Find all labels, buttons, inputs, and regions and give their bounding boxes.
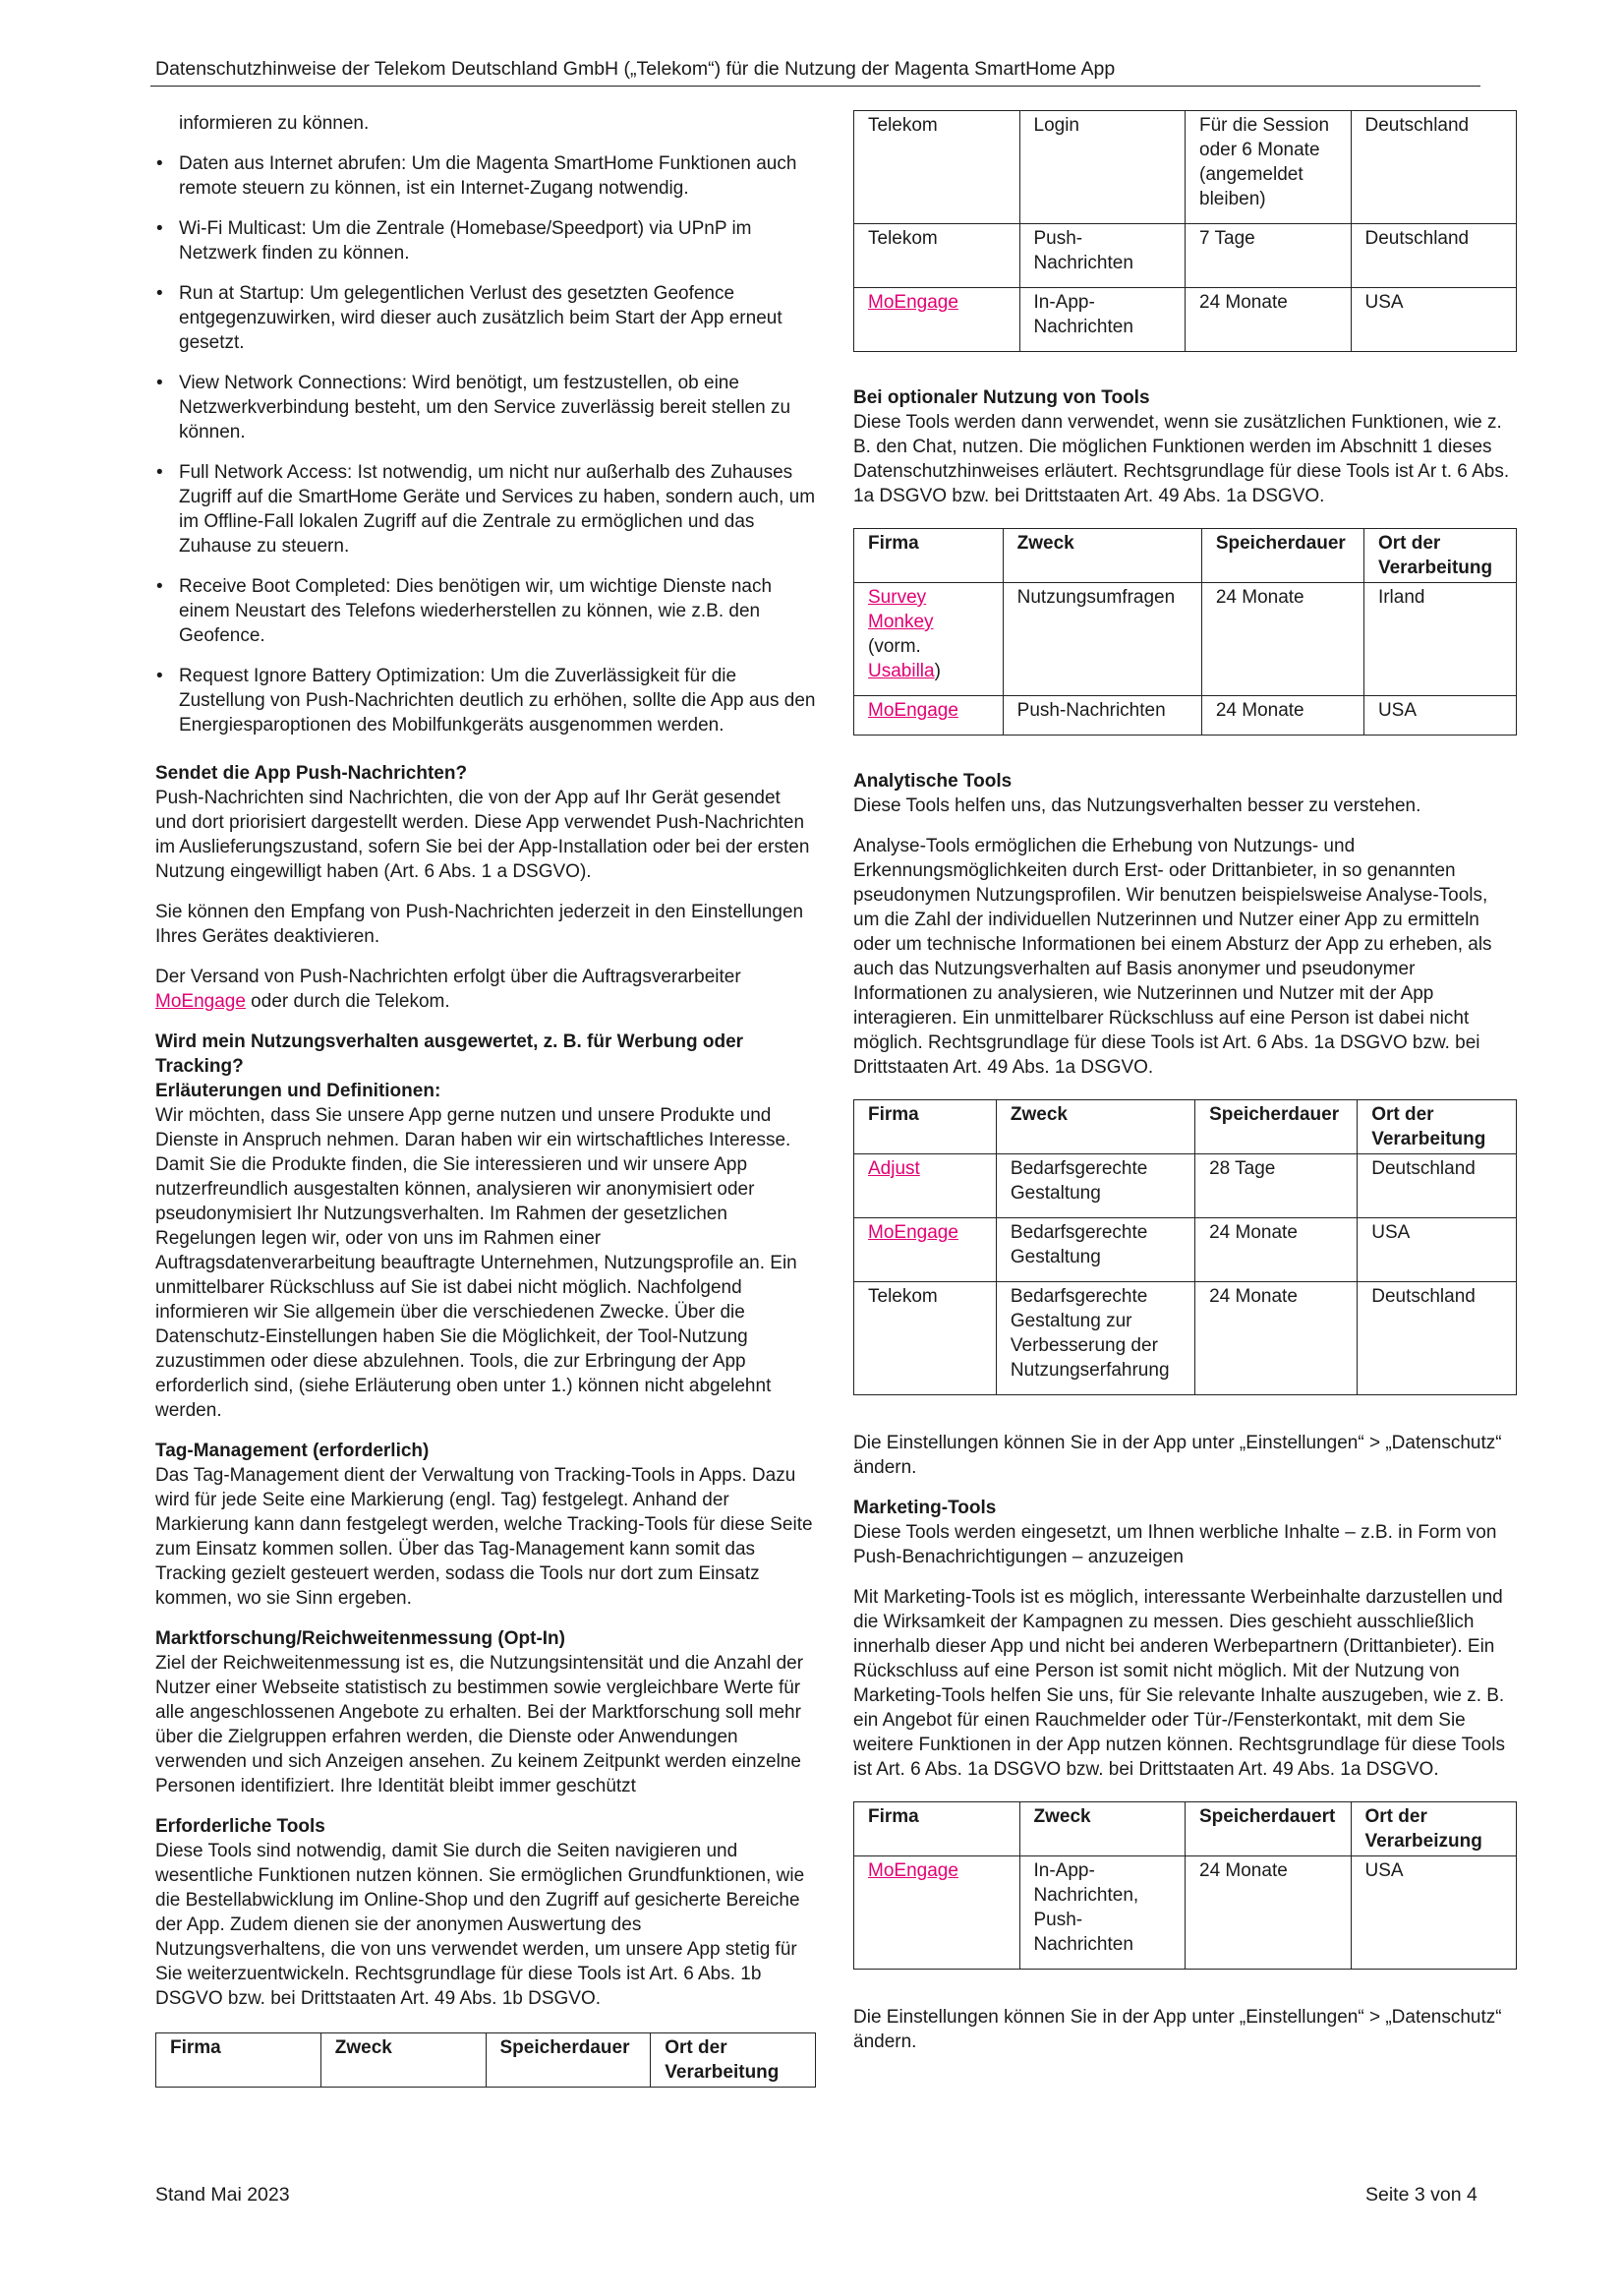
table-header-row [854, 1802, 1517, 1856]
list-item: • View Network Connections: Wird benötigt, um festzustellen, ob eine Netzwerkverbindung besteht, um den Service zuverlässig bereit stellen zu können. [156, 373, 791, 442]
section-subheading: Erläuterungen und Definitionen: [155, 1081, 441, 1101]
table-cell: Deutschland [1358, 1282, 1517, 1395]
paragraph: Analyse-Tools ermöglichen die Erhebung von Nutzungs- und Erkennungsmöglichkeiten durch Erst- oder Drittanbieter, in so genannten pseudonymen Nutzungsprofilen. Wir benutzen beispielsweise Analyse-Tools, um die Zahl der individuellen Nutzerinnen und Nutzer einer App zu ermitteln oder um technische Informationen bei einem Absturz der App zu erheben, als auch das Nutzungsverhalten auf Basis anonymer und pseudonymer Informationen zu analysieren, wie Nutzerinnen und Nutzer mit der App interagieren. Ein unmittelbarer Rückschluss auf eine Person ist dabei nicht möglich. Rechtsgrundlage für diese Tools ist Art. 6 Abs. 1a DSGVO bzw. bei Drittstaaten Art. 49 Abs. 1a DSGVO. [853, 836, 1492, 1078]
table-cell: 28 Tage [1195, 1154, 1358, 1218]
section-heading: Marktforschung/Reichweitenmessung (Opt-In) [155, 1628, 565, 1649]
table-cell: Telekom [854, 111, 1020, 224]
paragraph: Der Versand von Push-Nachrichten erfolgt über die Auftragsverarbeiter MoEngage oder durch die Telekom. [155, 967, 741, 1012]
table-cell: 24 Monate [1195, 1218, 1358, 1282]
table-header-cell: Ort der Verarbeitung [1358, 1100, 1517, 1154]
table-row [854, 1856, 1517, 1970]
table-cell: 7 Tage [1186, 224, 1352, 288]
table-header-cell: Firma [854, 1100, 997, 1154]
table-header-row [854, 529, 1517, 583]
moengage-link[interactable]: MoEngage [868, 700, 958, 721]
bullet-icon: • [156, 283, 163, 304]
table-row [854, 583, 1517, 696]
table-cell: USA [1363, 696, 1516, 736]
marketing-tools-table [853, 1801, 1517, 1970]
section-heading: Wird mein Nutzungsverhalten ausgewertet, z. B. für Werbung oder Tracking? [155, 1031, 744, 1077]
table-header-cell: Firma [854, 1802, 1020, 1856]
table-cell: Bedarfsgerechte Gestaltung zur Verbesserung der Nutzungserfahrung [996, 1282, 1194, 1395]
table-cell: Survey Monkey (vorm. Usabilla) [854, 583, 1004, 696]
left-column [155, 111, 816, 2088]
table-header-cell: Speicherdauer [486, 2033, 651, 2088]
table-header-cell: Firma [854, 529, 1004, 583]
table-cell: Nutzungsumfragen [1003, 583, 1201, 696]
moengage-link[interactable]: MoEngage [868, 1222, 958, 1243]
right-column [853, 110, 1517, 2070]
table-cell: 24 Monate [1201, 696, 1363, 736]
settings-note: Die Einstellungen können Sie in der App unter „Einstellungen“ > „Datenschutz“ ändern. [853, 1433, 1502, 1478]
table-cell: USA [1358, 1218, 1517, 1282]
table-cell [854, 1856, 1020, 1970]
table-row [854, 696, 1517, 736]
bullet-icon: • [156, 462, 163, 483]
settings-note: Die Einstellungen können Sie in der App unter „Einstellungen“ > „Datenschutz“ ändern. [853, 2007, 1502, 2052]
table-row [854, 224, 1517, 288]
table-cell: USA [1351, 288, 1517, 352]
optional-tools-section [853, 385, 1517, 508]
list-item: • Full Network Access: Ist notwendig, um nicht nur außerhalb des Zuhauses Zugriff auf die SmartHome Geräte und Services zu haben, sondern auch, um im Offline-Fall lokalen Zugriff auf die Zentrale zu ermöglichen und das Zuhause zu steuern. [156, 462, 816, 557]
table-header-cell: Ort der Verarbeitung [651, 2033, 816, 2088]
table-cell [854, 1154, 997, 1218]
moengage-link[interactable]: MoEngage [868, 292, 958, 313]
table-cell: USA [1351, 1856, 1517, 1970]
bullet-icon: • [156, 218, 163, 239]
table-header-cell: Speicherdauert [1186, 1802, 1352, 1856]
table-cell: 24 Monate [1201, 583, 1363, 696]
table-cell: Bedarfsgerechte Gestaltung [996, 1218, 1194, 1282]
adjust-link[interactable]: Adjust [868, 1158, 920, 1179]
table-cell: 24 Monate [1186, 288, 1352, 352]
table-row [854, 1154, 1517, 1218]
paragraph: Diese Tools sind notwendig, damit Sie durch die Seiten navigieren und wesentliche Funktionen nutzen können. Sie ermöglichen Grundfunktionen, wie die Bestellabwicklung im Online-Shop und den Zugriff auf gesicherte Bereiche der App. Zudem dienen sie der anonymen Auswertung des Nutzungsverhaltens, die von uns verwendet werden, um unsere App stetig für Sie weiterzuentwickeln. Rechtsgrundlage für diese Tools ist Art. 6 Abs. 1b DSGVO bzw. bei Drittstaaten Art. 49 Abs. 1b DSGVO. [155, 1841, 805, 2009]
table-cell [854, 696, 1004, 736]
list-item: • Daten aus Internet abrufen: Um die Magenta SmartHome Funktionen auch remote steuern zu können, ist ein Internet-Zugang notwendig. [156, 153, 797, 199]
paragraph: Sie können den Empfang von Push-Nachrichten jederzeit in den Einstellungen Ihres Gerätes deaktivieren. [155, 902, 804, 947]
optional-tools-table [853, 528, 1517, 736]
required-tools-table [155, 2032, 816, 2088]
table-cell: Push-Nachrichten [1003, 696, 1201, 736]
bullet-icon: • [156, 666, 163, 686]
list-item: • Request Ignore Battery Optimization: Um die Zuverlässigkeit für die Zustellung von Push-Nachrichten deutlich zu erhöhen, sollte die App aus den Energiesparoptionen des Mobilfunkgeräts ausgenommen werden. [156, 666, 816, 736]
table-header-cell: Ort der Verarbeizung [1351, 1802, 1517, 1856]
table-cell: In-App-Nachrichten [1019, 288, 1186, 352]
section-heading: Marketing-Tools [853, 1498, 997, 1518]
tag-section [155, 1439, 816, 1611]
bullet-icon: • [156, 373, 163, 393]
table-cell: Für die Session oder 6 Monate (angemeldet bleiben) [1186, 111, 1352, 224]
usabilla-link[interactable]: Usabilla [868, 661, 935, 681]
analytics-tools-table [853, 1099, 1517, 1395]
permissions-list [155, 151, 816, 737]
table-header-cell: Zweck [996, 1100, 1194, 1154]
table-header-cell: Speicherdauer [1195, 1100, 1358, 1154]
section-heading: Bei optionaler Nutzung von Tools [853, 387, 1150, 408]
table-cell: Telekom [854, 224, 1020, 288]
table-row [854, 1218, 1517, 1282]
table-cell: 24 Monate [1195, 1282, 1358, 1395]
section-heading: Sendet die App Push-Nachrichten? [155, 763, 468, 784]
table-cell: Bedarfsgerechte Gestaltung [996, 1154, 1194, 1218]
section-heading: Analytische Tools [853, 771, 1013, 792]
paragraph: Diese Tools werden eingesetzt, um Ihnen werbliche Inhalte – z.B. in Form von Push-Benachrichtigungen – anzuzeigen [853, 1522, 1497, 1567]
bullet-icon: • [156, 153, 163, 174]
header-divider [150, 86, 1480, 87]
paragraph: Wir möchten, dass Sie unsere App gerne nutzen und unsere Produkte und Dienste in Anspruch nehmen. Daran haben wir ein wirtschaftliches Interesse. Damit Sie die Produkte finden, die Sie interessieren und wir unsere App nutzerfreundlich ausgestalten können, analysieren wir anonymisiert oder pseudonymisiert Ihr Nutzungsverhalten. Im Rahmen der gesetzlichen Regelungen legen wir, oder von uns im Rahmen einer Auftragsdatenverarbeitung beauftragte Unternehmen, Nutzungsprofile an. Ein unmittelbarer Rückschluss auf Sie ist dabei nicht möglich. Nachfolgend informieren wir Sie allgemein über die verschiedenen Zwecke. Über die Datenschutz-Einstellungen haben Sie die Möglichkeit, der Tool-Nutzung zuzustimmen oder diese abzulehnen. Tools, die zur Erbringung der App erforderlich sind, (siehe Erläuterung oben unter 1.) können nicht abgelehnt werden. [155, 1105, 797, 1421]
table-cell: Deutschland [1351, 111, 1517, 224]
table-row [854, 1282, 1517, 1395]
table-cell: Deutschland [1351, 224, 1517, 288]
footer-date: Stand Mai 2023 [155, 2184, 290, 2206]
table-cell: Irland [1363, 583, 1516, 696]
surveymonkey-link[interactable]: Survey Monkey [868, 587, 934, 632]
section-heading: Erforderliche Tools [155, 1816, 325, 1837]
table-cell: Login [1019, 111, 1186, 224]
table-header-cell: Zweck [320, 2033, 486, 2088]
table-cell: 24 Monate [1186, 1856, 1352, 1970]
marketing-section [853, 1496, 1517, 1569]
paragraph: Diese Tools helfen uns, das Nutzungsverhalten besser zu verstehen. [853, 795, 1421, 816]
page-number: Seite 3 von 4 [1365, 2184, 1477, 2206]
intro-continuation: informieren zu können. [179, 113, 370, 134]
list-item: • Wi-Fi Multicast: Um die Zentrale (Homebase/Speedport) via UPnP im Netzwerk finden zu können. [156, 218, 752, 264]
table-cell [854, 288, 1020, 352]
usage-section [155, 1030, 816, 1423]
moengage-link[interactable]: MoEngage [868, 1860, 958, 1881]
table-cell: Push-Nachrichten [1019, 224, 1186, 288]
moengage-link[interactable]: MoEngage [155, 991, 246, 1012]
table-header-row [156, 2033, 816, 2088]
table-row [854, 111, 1517, 224]
table-cell: Deutschland [1358, 1154, 1517, 1218]
table-header-cell: Ort der Verarbeitung [1363, 529, 1516, 583]
table-header-cell: Zweck [1003, 529, 1201, 583]
paragraph: Mit Marketing-Tools ist es möglich, interessante Werbeinhalte darzustellen und die Wirksamkeit der Kampagnen zu messen. Dies geschieht ausschließlich innerhalb dieser App und nicht bei anderen Werbepartnern (Drittanbieter). Ein Rückschluss auf eine Person ist somit nicht möglich. Mit der Nutzung von Marketing-Tools helfen Sie uns, für Sie relevante Inhalte auszugeben, wie z. B. ein Angebot für einen Rauchmelder oder Tür-/Fensterkontakt, mit dem Sie weitere Funktionen in der App nutzen können. Rechtsgrundlage für diese Tools ist Art. 6 Abs. 1a DSGVO bzw. bei Drittstaaten Art. 49 Abs. 1a DSGVO. [853, 1587, 1505, 1780]
table-cell: In-App-Nachrichten, Push-Nachrichten [1019, 1856, 1186, 1970]
paragraph: Das Tag-Management dient der Verwaltung von Tracking-Tools in Apps. Dazu wird für jede Seite eine Markierung (engl. Tag) festgelegt. Anhand der Markierung kann dann festgelegt werden, welche Tracking-Tools für diese Seite zum Einsatz kommen sollen. Über das Tag-Management kann somit das Tracking gezielt gesteuert werden, sodass die Tools nur dort zum Einsatz kommen, wo sie Sinn ergeben. [155, 1465, 813, 1609]
table-header-cell: Firma [156, 2033, 321, 2088]
paragraph: Ziel der Reichweitenmessung ist es, die Nutzungsintensität und die Anzahl der Nutzer einer Webseite statistisch zu bestimmen sowie vergleichbare Werte für alle angeschlossenen Angebote zu erhalten. Bei der Marktforschung soll mehr über die Zielgruppen erfahren werden, die Dienste oder Anwendungen verwenden und sich Anzeigen ansehen. Zu keinem Zeitpunkt werden einzelne Personen identifiziert. Ihre Identität bleibt immer geschützt [155, 1653, 804, 1796]
table-header-row [854, 1100, 1517, 1154]
analytics-section [853, 769, 1517, 818]
table-row [854, 288, 1517, 352]
paragraph: Push-Nachrichten sind Nachrichten, die von der App auf Ihr Gerät gesendet und dort priorisiert dargestellt werden. Diese App verwendet Push-Nachrichten im Auslieferungszustand, sofern Sie bei der App-Installation oder bei der ersten Nutzung eingewilligt haben (Art. 6 Abs. 1 a DSGVO). [155, 788, 810, 882]
market-section [155, 1626, 816, 1798]
required-tools-table-continued [853, 110, 1517, 352]
table-header-cell: Zweck [1019, 1802, 1186, 1856]
required-tools-section [155, 1814, 816, 2011]
push-section [155, 761, 816, 884]
list-item: • Run at Startup: Um gelegentlichen Verlust des gesetzten Geofence entgegenzuwirken, wird dieser auch zusätzlich beim Start der App erneut gesetzt. [156, 283, 782, 353]
list-item: • Receive Boot Completed: Dies benötigen wir, um wichtige Dienste nach einem Neustart des Telefons wiederherstellen zu können, wie z.B. den Geofence. [156, 576, 773, 646]
section-heading: Tag-Management (erforderlich) [155, 1441, 430, 1461]
table-cell [854, 1218, 997, 1282]
table-cell: Telekom [854, 1282, 997, 1395]
bullet-icon: • [156, 576, 163, 597]
table-header-cell: Speicherdauer [1201, 529, 1363, 583]
page-header: Datenschutzhinweise der Telekom Deutschland GmbH („Telekom“) für die Nutzung der Magenta SmartHome App [155, 58, 1116, 80]
paragraph: Diese Tools werden dann verwendet, wenn sie zusätzlichen Funktionen, wie z. B. den Chat, nutzen. Die möglichen Funktionen werden im Abschnitt 1 dieses Datenschutzhinweises erläutert. Rechtsgrundlage für diese Tools ist Ar t. 6 Abs. 1a DSGVO bzw. bei Drittstaaten Art. 49 Abs. 1a DSGVO. [853, 412, 1510, 506]
